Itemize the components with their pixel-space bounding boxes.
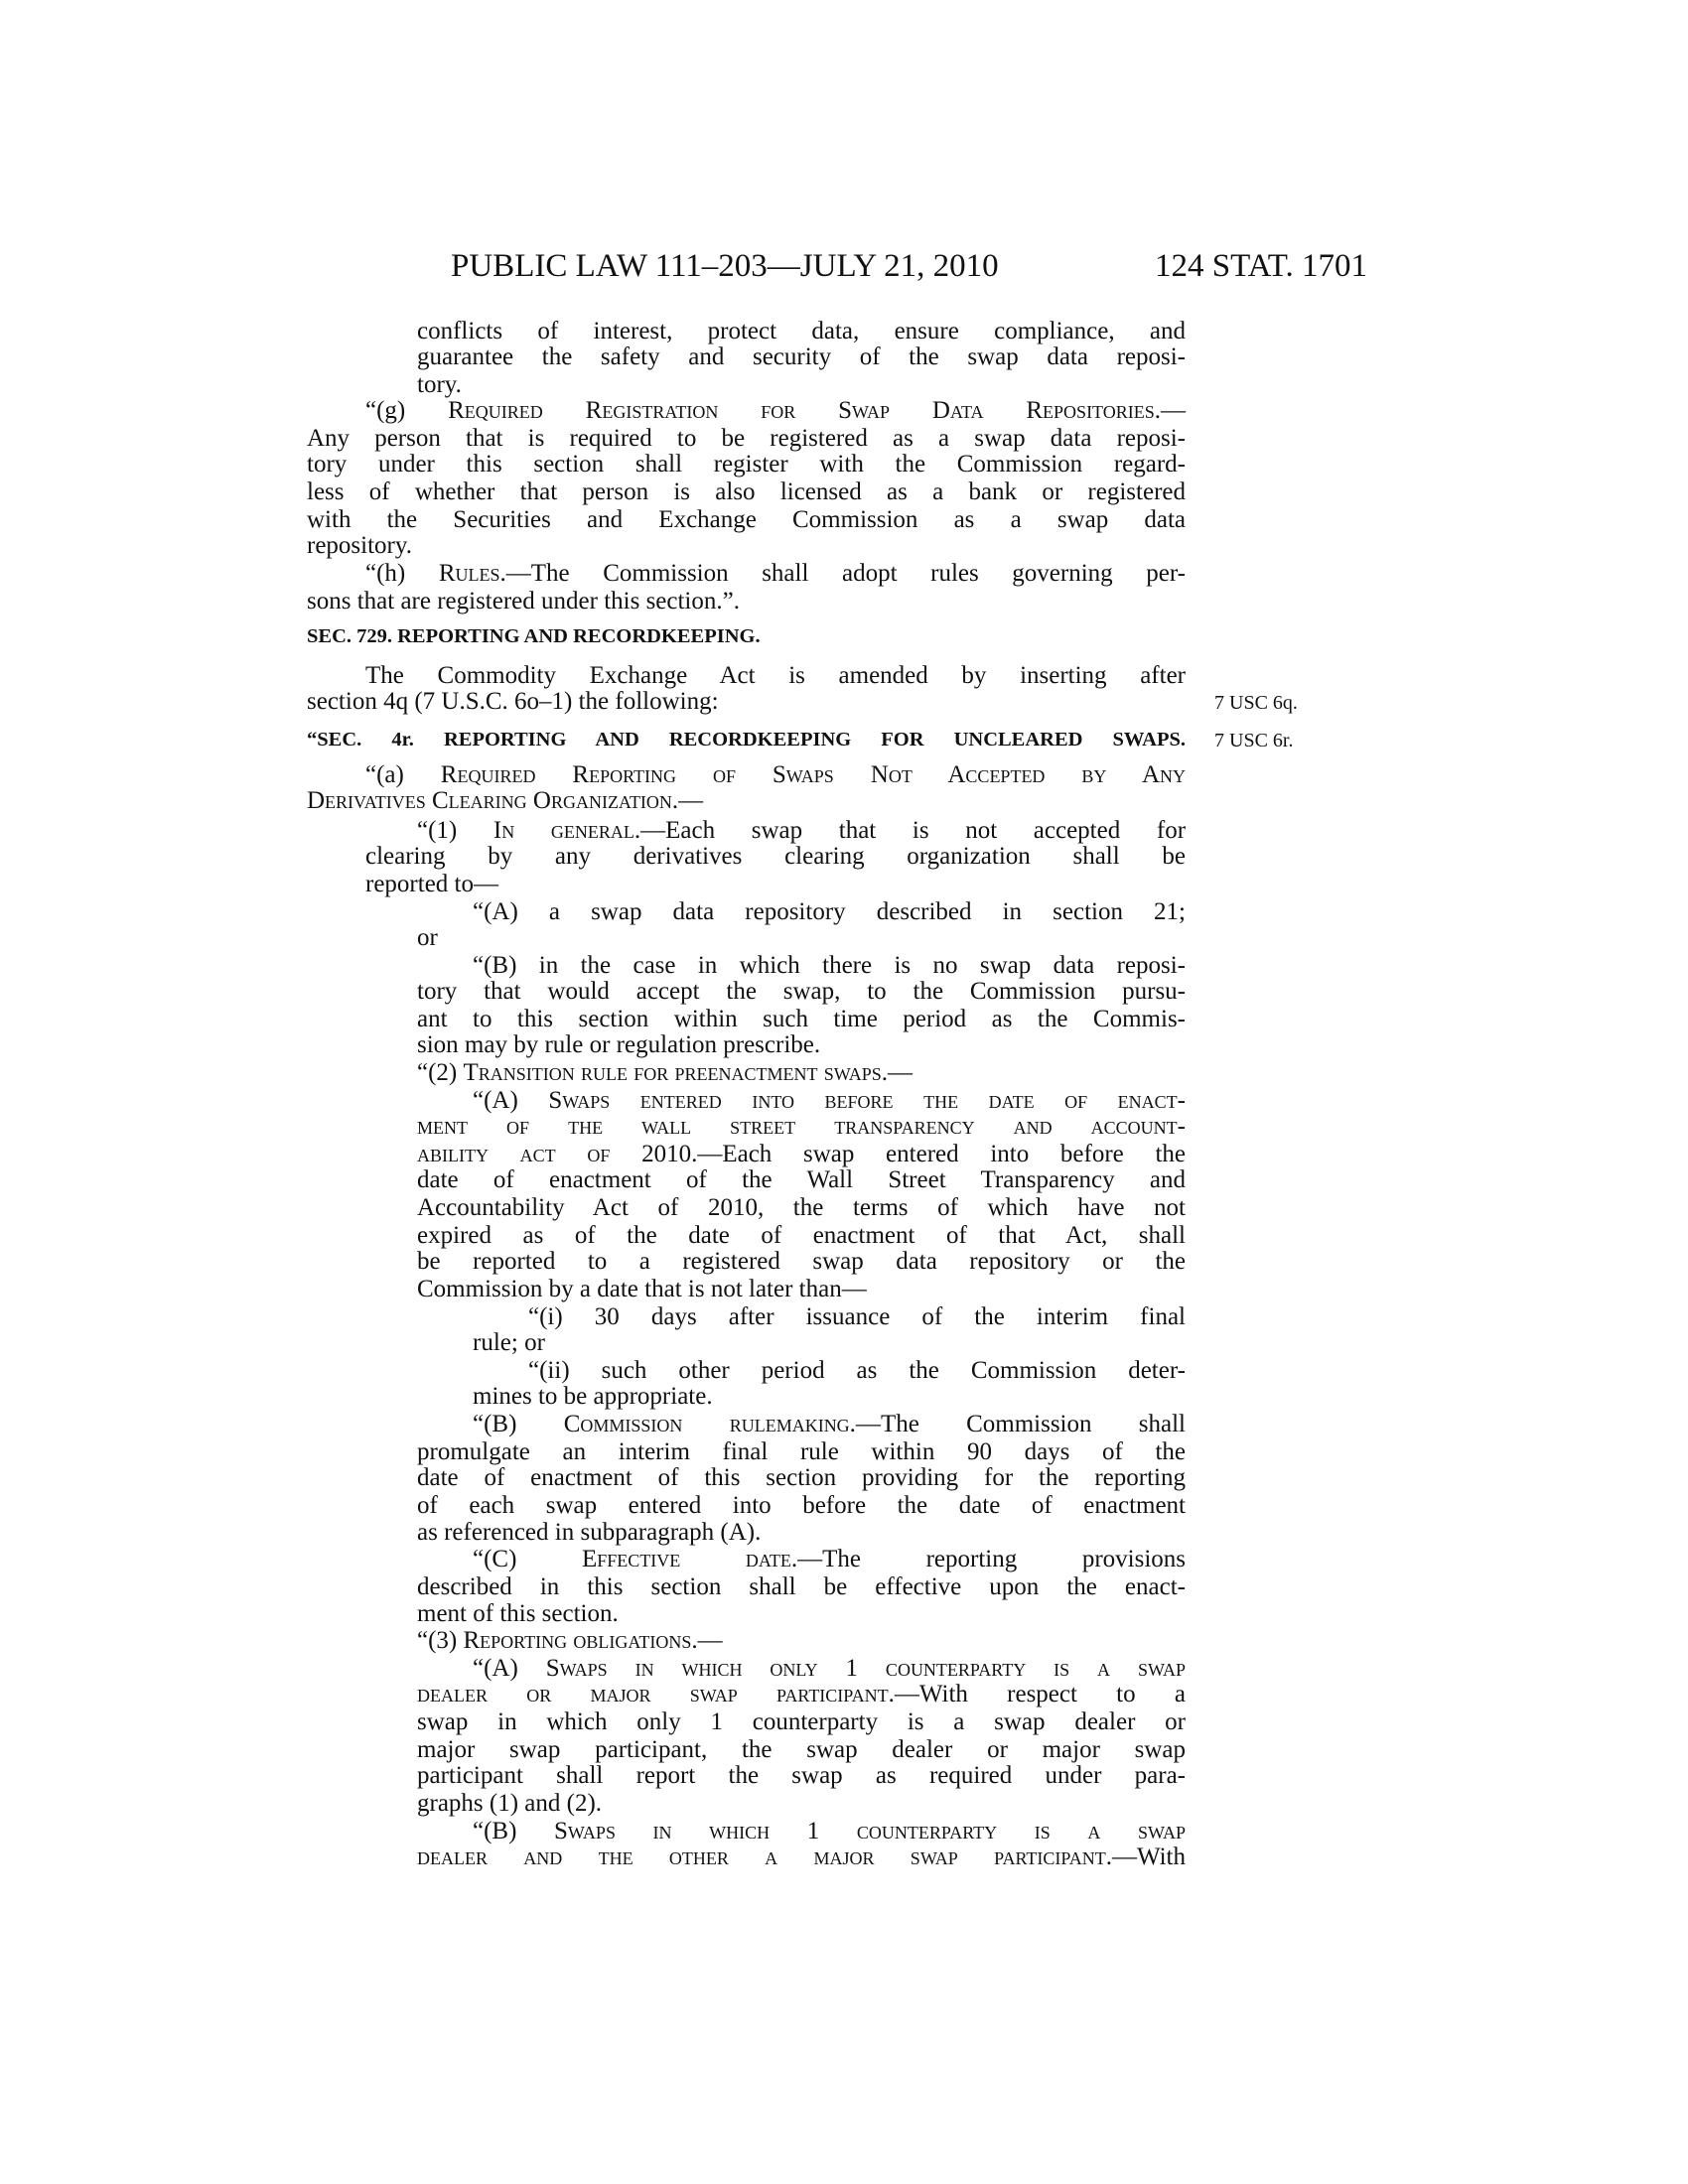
line-text: “(B)	[473, 1411, 564, 1438]
text-line	[417, 1843, 1186, 1871]
text-line	[417, 371, 462, 399]
text-line	[417, 1736, 1186, 1764]
line-text: described in this section shall be effective upon the enact-	[417, 1573, 1186, 1601]
text-line	[417, 1166, 1186, 1194]
text-line	[417, 1708, 1186, 1736]
text-line	[417, 1006, 1186, 1033]
line-text: section 4q (7 U.S.C. 6o–1) the following:	[307, 688, 719, 716]
line-text: repository.	[307, 532, 412, 560]
line-text: “(2)	[417, 1059, 464, 1087]
text-line	[417, 1248, 1186, 1276]
text-line	[417, 1492, 1186, 1520]
text-line	[417, 1113, 1186, 1141]
text-line	[417, 1194, 1186, 1222]
line-text: The Commission shall adopt rules governing per-	[530, 560, 1186, 588]
text-line	[473, 1655, 1186, 1683]
text-line	[417, 343, 1186, 371]
text-line	[307, 588, 740, 615]
line-text: date of enactment of the Wall Street Transparency and	[417, 1166, 1186, 1194]
line-text: “SEC. 4r. REPORTING AND RECORDKEEPING FOR UNCLEARED SWAPS.	[307, 728, 1186, 751]
line-text: Each swap that is not accepted for	[665, 816, 1187, 844]
line-text: “(A)	[473, 1655, 546, 1683]
page-number: 124 STAT. 1701	[1154, 248, 1367, 284]
line-text: “(g)	[365, 397, 449, 425]
line-text: The reporting provisions	[822, 1546, 1187, 1573]
line-text: Accountability Act of 2010, the terms of which have not	[417, 1194, 1186, 1222]
line-text: graphs (1) and (2).	[417, 1790, 603, 1818]
text-line	[417, 1059, 913, 1087]
small-caps-heading: Rules.—	[438, 560, 531, 588]
line-text: date of enactment of this section providing for the reporting	[417, 1464, 1186, 1492]
text-line	[473, 1383, 713, 1411]
text-line	[417, 1762, 1186, 1790]
line-text: The Commodity Exchange Act is amended by inserting after	[365, 661, 1186, 689]
small-caps-heading: In general.—	[492, 816, 666, 844]
line-text: rule; or	[473, 1329, 545, 1357]
text-line	[473, 898, 1186, 926]
text-line	[365, 843, 1186, 871]
line-text: tory.	[417, 370, 462, 398]
text-line	[473, 952, 1186, 980]
line-text: “(A)	[473, 1086, 549, 1114]
text-line	[365, 662, 1186, 690]
line-text: mines to be appropriate.	[473, 1383, 713, 1411]
line-text: with the Securities and Exchange Commission as a swap data	[307, 506, 1186, 534]
line-text: promulgate an interim final rule within 90 days of the	[417, 1438, 1186, 1465]
text-line	[417, 817, 1186, 845]
text-line	[473, 1546, 1186, 1573]
running-head-title: PUBLIC LAW 111–203—JULY 21, 2010	[451, 248, 999, 284]
text-line	[417, 1464, 1186, 1492]
small-caps-heading: ability act of 2010.—	[417, 1140, 723, 1167]
line-text: “(h)	[365, 560, 439, 588]
line-text: swap in which only 1 counterparty is a swap dealer or	[417, 1708, 1186, 1736]
small-caps-heading: dealer or major swap participant.—	[417, 1681, 919, 1708]
line-text: guarantee the safety and security of the swap data reposi-	[417, 343, 1186, 371]
line-text: The Commission shall	[880, 1411, 1187, 1438]
line-text: “(B) in the case in which there is no swap data reposi-	[473, 951, 1186, 979]
line-text: reported to—	[365, 870, 498, 897]
line-text: “(i) 30 days after issuance of the interim final	[528, 1302, 1186, 1330]
line-text: Each swap entered into before the	[722, 1140, 1186, 1167]
line-text: With respect to a	[918, 1681, 1186, 1708]
line-text: Any person that is required to be registered as a swap data reposi-	[307, 425, 1186, 453]
text-line	[417, 1573, 1186, 1601]
line-text: or	[417, 923, 438, 951]
line-text: conflicts of interest, protect data, ensure compliance, and	[417, 317, 1186, 344]
line-text: major swap participant, the swap dealer or major swap	[417, 1736, 1186, 1764]
small-caps-heading: Commission rulemaking.—	[563, 1411, 881, 1438]
text-line	[365, 871, 498, 898]
text-line	[473, 1411, 1186, 1438]
text-line	[417, 1222, 1186, 1250]
small-caps-heading: Derivatives Clearing Organization.—	[307, 787, 704, 815]
text-line	[528, 1303, 1186, 1331]
text-line	[528, 1357, 1186, 1385]
line-text: ment of this section.	[417, 1599, 619, 1627]
small-caps-heading: dealer and the other a major swap participant.—	[417, 1843, 1137, 1871]
line-text: participant shall report the swap as required under para-	[417, 1762, 1186, 1790]
text-line	[473, 1087, 1186, 1115]
line-text: ant to this section within such time period as the Commis-	[417, 1005, 1186, 1032]
line-text: Commission by a date that is not later than—	[417, 1276, 867, 1303]
line-text: “(ii) such other period as the Commission deter-	[528, 1357, 1186, 1385]
text-line	[417, 978, 1186, 1006]
line-text: clearing by any derivatives clearing organization shall be	[365, 842, 1186, 870]
text-line	[473, 1818, 1186, 1845]
text-line	[417, 1141, 1186, 1168]
text-line	[307, 451, 1186, 478]
small-caps-heading: Required Registration for Swap Data Repositories.—	[448, 397, 1186, 425]
text-line	[417, 1276, 867, 1303]
small-caps-heading: Required Reporting of Swaps Not Accepted by Any	[440, 761, 1187, 788]
small-caps-heading: Reporting obligations.—	[463, 1627, 723, 1655]
section-heading	[307, 726, 1186, 753]
text-line	[473, 1329, 545, 1357]
text-line	[417, 1600, 619, 1628]
text-line	[307, 532, 412, 560]
text-line	[417, 318, 1186, 345]
text-line	[307, 787, 703, 815]
line-text: less of whether that person is also licensed as a bank or registered	[307, 478, 1186, 506]
small-caps-heading: Transition rule for preenactment swaps.—	[463, 1059, 914, 1087]
line-text: SEC. 729. REPORTING AND RECORDKEEPING.	[307, 624, 761, 647]
small-caps-heading: Swaps entered into before the date of enact-	[548, 1086, 1186, 1114]
text-line	[307, 478, 1186, 506]
text-line	[307, 425, 1186, 453]
line-text: With	[1137, 1843, 1186, 1871]
text-line	[365, 560, 1186, 588]
text-line	[417, 1519, 761, 1547]
text-line	[365, 397, 1186, 425]
line-text: sons that are registered under this section.”.	[307, 587, 740, 614]
small-caps-heading: ment of the wall street transparency and account-	[417, 1113, 1186, 1141]
line-text: “(3)	[417, 1627, 464, 1655]
text-line	[417, 924, 438, 952]
text-line	[417, 1438, 1186, 1466]
margin-note-usc-6q: 7 USC 6q.	[1214, 692, 1298, 714]
text-line	[417, 1790, 602, 1818]
line-text: “(B)	[473, 1817, 555, 1844]
line-text: of each swap entered into before the date of enactment	[417, 1492, 1186, 1520]
text-line	[417, 1031, 820, 1059]
line-text: be reported to a registered swap data repository or the	[417, 1248, 1186, 1276]
text-line	[417, 1681, 1186, 1708]
text-line	[307, 506, 1186, 534]
text-line	[365, 761, 1186, 789]
small-caps-heading: Swaps in which only 1 counterparty is a swap	[545, 1655, 1186, 1683]
text-line	[417, 1627, 723, 1655]
line-text: “(a)	[365, 761, 441, 788]
line-text: as referenced in subparagraph (A).	[417, 1518, 762, 1546]
section-heading	[307, 622, 761, 650]
line-text: tory that would accept the swap, to the Commission pursu-	[417, 978, 1186, 1006]
line-text: sion may by rule or regulation prescribe.	[417, 1031, 821, 1059]
small-caps-heading: Effective date.—	[582, 1546, 823, 1573]
line-text: “(C)	[473, 1546, 583, 1573]
small-caps-heading: Swaps in which 1 counterparty is a swap	[554, 1817, 1186, 1844]
line-text: “(1)	[417, 816, 493, 844]
margin-note-usc-6r: 7 USC 6r.	[1214, 730, 1294, 751]
line-text: “(A) a swap data repository described in section 21;	[473, 897, 1186, 925]
line-text: expired as of the date of enactment of that Act, shall	[417, 1221, 1186, 1249]
text-line	[307, 688, 719, 716]
line-text: tory under this section shall register with the Commission regard-	[307, 451, 1186, 478]
